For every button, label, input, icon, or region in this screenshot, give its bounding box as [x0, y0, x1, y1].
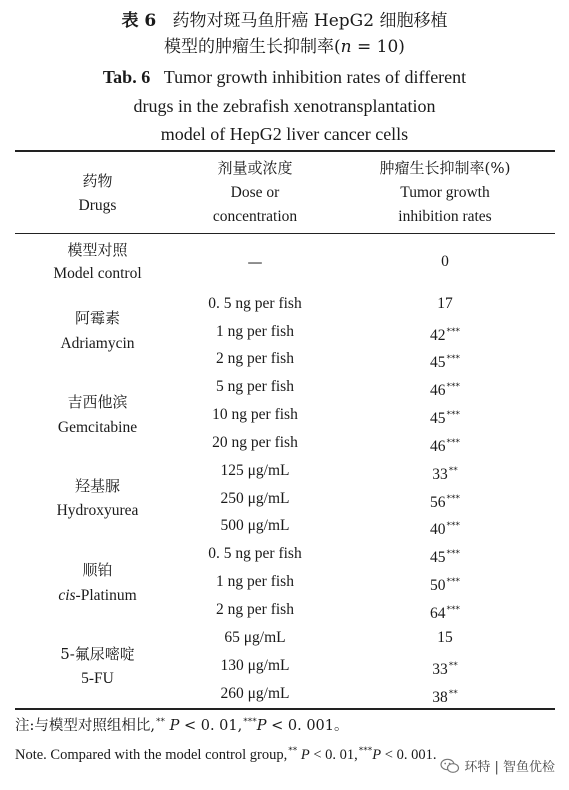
dose-cell: 10 ng per fish	[212, 406, 298, 423]
dose-cell: 2 ng per fish	[216, 350, 294, 367]
drug-name-cn: 模型对照	[67, 241, 128, 259]
title-en-line3: model of HepG2 liver cancer cells	[160, 124, 409, 144]
drug-name-en: 5-FU	[81, 670, 114, 687]
drug-name-en: Model control	[53, 265, 142, 282]
significance-mark: ***	[446, 549, 460, 559]
significance-mark: ***	[446, 494, 460, 504]
title-cn-text2: 模型的肿瘤生长抑制率(	[164, 37, 341, 57]
drug-name-cn: 5-氟尿嘧啶	[60, 645, 135, 663]
dose-cell: 260 μg/mL	[220, 685, 290, 702]
title-en-line2: drugs in the zebrafish xenotransplantation	[133, 96, 436, 116]
header-drugs-en: Drugs	[78, 197, 117, 214]
header-drugs-cn: 药物	[82, 172, 113, 190]
drug-name-cn: 顺铂	[82, 561, 113, 579]
significance-mark: ***	[446, 410, 460, 420]
significance-mark: ***	[446, 327, 460, 337]
title-en-text1: Tumor growth inhibition rates of different	[163, 67, 467, 87]
dose-cell: 20 ng per fish	[212, 434, 298, 451]
title-cn-text2-post: = 10)	[351, 37, 405, 57]
note-en: Note. Compared with the model control group,** P < 0. 01,***P < 0. 001.	[15, 746, 437, 763]
dose-cell: 1 ng per fish	[216, 573, 294, 590]
significance-mark: ***	[446, 354, 460, 364]
rate-cell: 45***	[430, 410, 460, 427]
dose-cell: 1 ng per fish	[216, 323, 294, 340]
table-number-cn: 表 6	[121, 11, 157, 31]
title-cn-text1: 药物对斑马鱼肝癌 HepG2 细胞移植	[172, 11, 448, 31]
drug-name-cn: 羟基脲	[74, 477, 120, 495]
dose-cell: 2 ng per fish	[216, 601, 294, 618]
watermark-text: 环特 | 智鱼优检	[464, 760, 555, 775]
dose-cell: 250 μg/mL	[220, 490, 290, 507]
rate-cell: 0	[441, 253, 449, 270]
title-en-line1	[0, 65, 569, 89]
rate-cell: 46***	[430, 438, 460, 455]
dose-cell: 125 μg/mL	[220, 462, 290, 479]
header-dose-en2: concentration	[212, 208, 298, 225]
dose-cell: 65 μg/mL	[224, 629, 286, 646]
table-top-rule	[15, 150, 555, 152]
header-rate-en1: Tumor growth	[400, 184, 490, 201]
rate-cell: 50***	[430, 577, 460, 594]
significance-mark: ***	[446, 521, 460, 531]
title-cn-line2	[0, 36, 569, 58]
rate-cell: 46***	[430, 382, 460, 399]
drug-name-en: Gemcitabine	[57, 419, 138, 436]
header-dose-cn: 剂量或浓度	[217, 159, 293, 177]
rate-cell: 33**	[432, 466, 458, 483]
header-rate-en2: inhibition rates	[398, 208, 492, 225]
drug-name-cn: 阿霉素	[74, 309, 120, 327]
dose-cell: 500 μg/mL	[220, 517, 290, 534]
title-cn-n: n	[340, 37, 352, 57]
significance-mark: **	[448, 689, 458, 699]
rate-cell: 33**	[432, 661, 458, 678]
rate-cell: 64***	[430, 605, 460, 622]
title-cn-line1	[0, 10, 569, 32]
rate-cell: 45***	[430, 354, 460, 371]
rate-cell: 38**	[432, 689, 458, 706]
rate-cell: 42***	[430, 327, 460, 344]
drug-name-en: cis-Platinum	[58, 587, 137, 604]
wechat-icon	[440, 758, 460, 774]
rate-cell: 15	[437, 629, 453, 646]
table-bottom-rule	[15, 708, 555, 710]
significance-mark: ***	[446, 382, 460, 392]
rate-cell: 45***	[430, 549, 460, 566]
table-header-rule	[15, 233, 555, 234]
rate-cell: 17	[437, 295, 453, 312]
dose-cell: 0. 5 ng per fish	[208, 295, 302, 312]
header-rate-cn: 肿瘤生长抑制率(%)	[379, 159, 511, 177]
rate-cell: 40***	[430, 521, 460, 538]
dose-cell: 130 μg/mL	[220, 657, 290, 674]
note-cn: 注:与模型对照组相比,** P < 0. 01,***P < 0. 001。	[15, 717, 349, 734]
dose-cell: 5 ng per fish	[216, 378, 294, 395]
watermark	[440, 756, 555, 775]
significance-mark: **	[448, 661, 458, 671]
significance-mark: **	[448, 466, 458, 476]
significance-mark: ***	[446, 605, 460, 615]
significance-mark: ***	[446, 438, 460, 448]
dose-cell: —	[247, 253, 263, 271]
drug-name-en: Adriamycin	[60, 335, 135, 352]
dose-cell: 0. 5 ng per fish	[208, 545, 302, 562]
drug-name-en: Hydroxyurea	[56, 502, 139, 519]
rate-cell: 56***	[430, 494, 460, 511]
header-dose-en1: Dose or	[230, 184, 280, 201]
table-number-en: Tab. 6	[102, 67, 151, 87]
drug-name-cn: 吉西他滨	[67, 393, 128, 411]
significance-mark: ***	[446, 577, 460, 587]
